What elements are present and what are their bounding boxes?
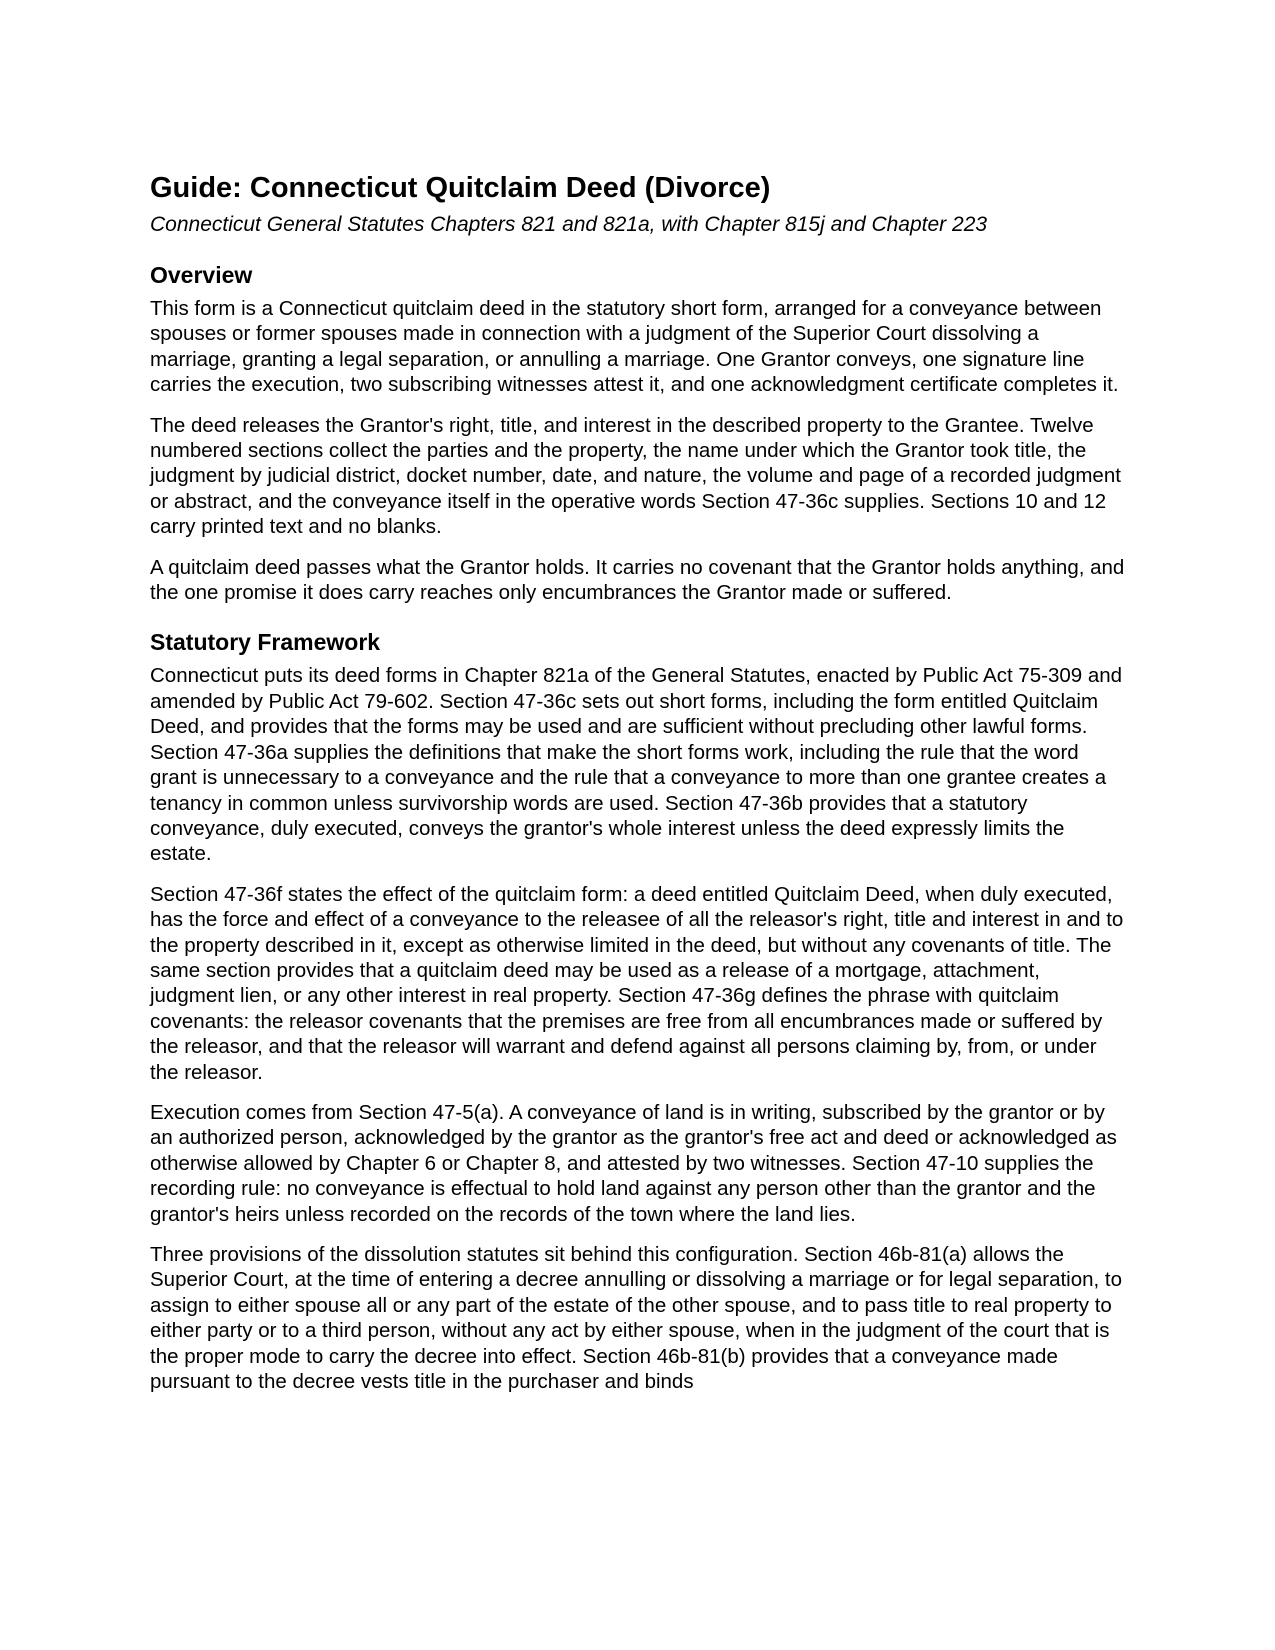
overview-paragraph-2: The deed releases the Grantor's right, title, and interest in the described property to the Grantee. Twelve numbered sections collect the parties and the property, the name under which the Grantor took title, the judgment by judicial district, docket number, date, and nature, the volume and page of a recorded judgment or abstract, and the conveyance itself in the operative words Section 47-36c supplies. Sections 10 and 12 carry printed text and no blanks. — [150, 413, 1121, 539]
section-heading-overview: Overview — [150, 262, 253, 288]
document-subtitle: Connecticut General Statutes Chapters 821 and 821a, with Chapter 815j and Chapter 223 — [150, 213, 988, 236]
framework-paragraph-4: Three provisions of the dissolution statutes sit behind this configuration. Section 46b-81(a) allows the Superior Court, at the time of entering a decree annulling or dissolving a marriage or for legal separation, to assign to either spouse all or any part of the estate of the other spouse, and to pass title to real property to either party or to a third person, without any act by either spouse, when in the judgment of the court that is the proper mode to carry the decree into effect. Section 46b-81(b) provides that a conveyance made pursuant to the decree vests title in the purchaser and binds — [150, 1243, 1123, 1394]
document-title: Guide: Connecticut Quitclaim Deed (Divorce) — [150, 172, 771, 204]
framework-paragraph-3: Execution comes from Section 47-5(a). A conveyance of land is in writing, subscribed by the grantor or by an authorized person, acknowledged by the grantor as the grantor's free act and deed or acknowledged as otherwise allowed by Chapter 6 or Chapter 8, and attested by two witnesses. Section 47-10 supplies the recording rule: no conveyance is effectual to hold land against any person other than the grantor and the grantor's heirs unless recorded on the records of the town where the land lies. — [150, 1100, 1117, 1226]
overview-paragraph-3: A quitclaim deed passes what the Grantor holds. It carries no covenant that the Grantor holds anything, and the one promise it does carry reaches only encumbrances the Grantor made or suffered. — [150, 555, 1125, 605]
framework-paragraph-2: Section 47-36f states the effect of the quitclaim form: a deed entitled Quitclaim Deed, when duly executed, has the force and effect of a conveyance to the releasee of all the releasor's right, title and interest in and to the property described in it, except as otherwise limited in the deed, but without any covenants of title. The same section provides that a quitclaim deed may be used as a release of a mortgage, attachment, judgment lien, or any other interest in real property. Section 47-36g defines the phrase with quitclaim covenants: the releasor covenants that the premises are free from all encumbrances made or suffered by the releasor, and that the releasor will warrant and defend against all persons claiming by, from, or under the releasor. — [150, 882, 1124, 1084]
section-statutory-framework — [150, 627, 1128, 1394]
document-page — [150, 170, 1128, 1409]
framework-paragraph-1: Connecticut puts its deed forms in Chapter 821a of the General Statutes, enacted by Public Act 75-309 and amended by Public Act 79-602. Section 47-36c sets out short forms, including the form entitled Quitclaim Deed, and provides that the forms may be used and are sufficient without precluding other lawful forms. Section 47-36a supplies the definitions that make the short forms work, including the rule that the word grant is unnecessary to a conveyance and the rule that a conveyance to more than one grantee creates a tenancy in common unless survivorship words are used. Section 47-36b provides that a statutory conveyance, duly executed, conveys the grantor's whole interest unless the deed expressly limits the estate. — [150, 664, 1123, 866]
section-heading-statutory-framework: Statutory Framework — [150, 629, 381, 656]
section-overview — [150, 260, 1128, 605]
overview-paragraph-1: This form is a Connecticut quitclaim deed in the statutory short form, arranged for a conveyance between spouses or former spouses made in connection with a judgment of the Superior Court dissolving a marriage, granting a legal separation, or annulling a marriage. One Grantor conveys, one signature line carries the execution, two subscribing witnesses attest it, and one acknowledgment certificate completes it. — [150, 297, 1119, 397]
